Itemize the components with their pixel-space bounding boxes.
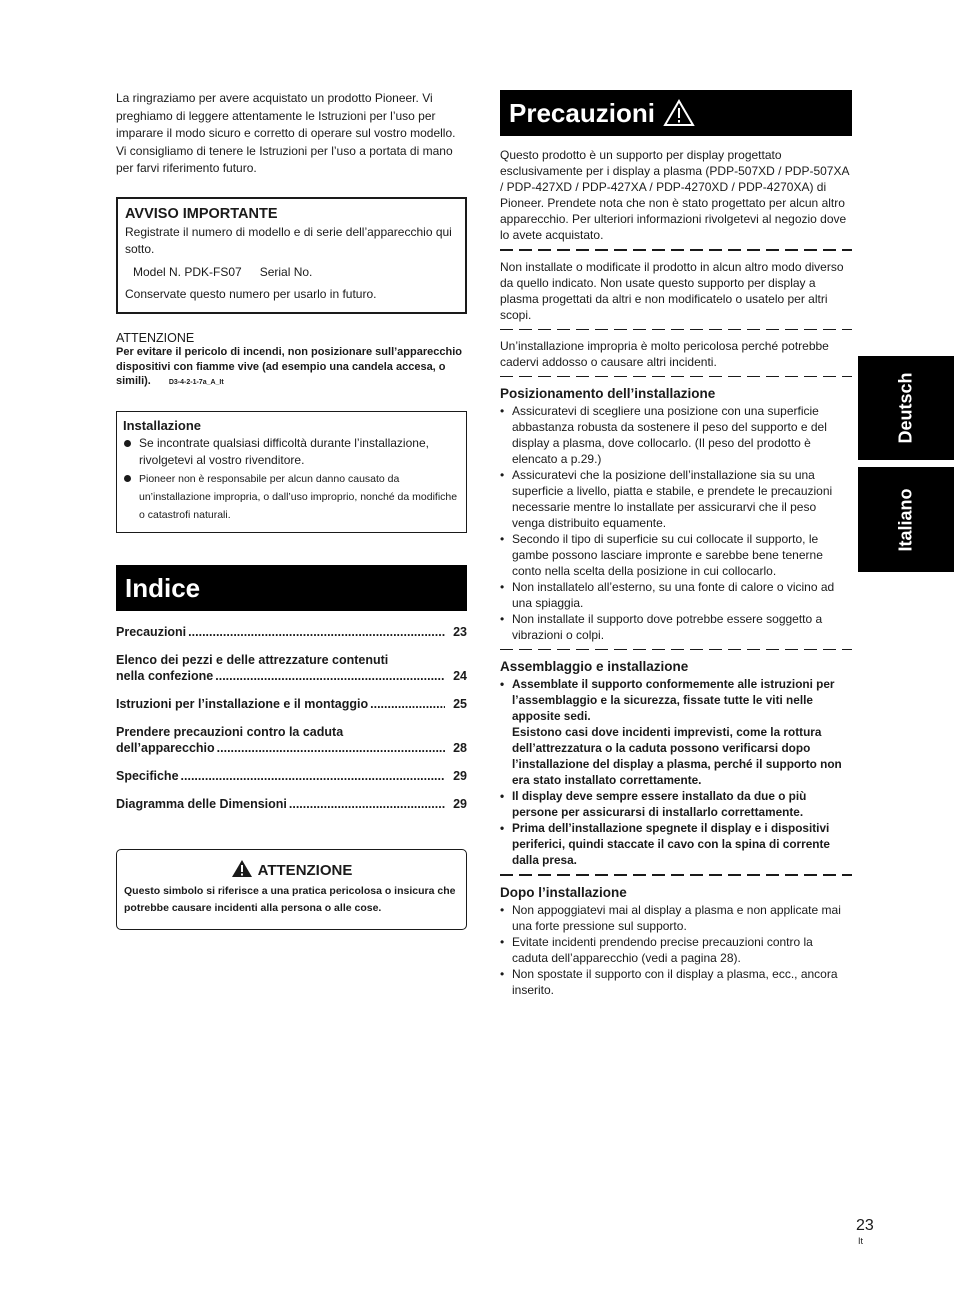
list-item: • Assicuratevi di scegliere una posizione con una superficie abbastanza robusta da sostenere il peso del supporto e del display a plasma, dove collocarlo. (Il peso del prodotto è elencato a p.29.) [500,403,852,467]
list-item: Pioneer non è responsabile per alcun danno causato da un’installazione impropria, o dall’uso improprio, nonché da modifiche o catastrofi naturali. [123,470,460,524]
right-column [500,90,852,998]
dashed-divider [500,249,852,251]
precautions-paragraph: Questo prodotto è un supporto per display progettato esclusivamente per i display a plasma (PDP-507XD / PDP-507XA / PDP-427XD / PDP-427XA / PDP-4270XD / PDP-4270XA) di Pioneer. Prendete nota che non è stato progettato per alcun altro apparecchio. Per ulteriori informazioni rivolgetevi al negozio dove lo avete acquistato. [500,148,849,242]
table-of-contents [116,621,467,815]
assembly-list [500,676,852,868]
precautions-title: Precauzioni [509,98,655,128]
left-column [116,90,467,930]
serial-number: Serial No. [259,264,313,279]
index-heading [116,565,467,611]
list-item: • Secondo il tipo di superficie su cui collocate il supporto, le gambe possono lasciare impronte e sarebbe bene tenerne conto nella scelta della posizione in cui collocarlo. [500,531,852,579]
important-notice-text: Registrate il numero di modello e di serie dell’apparecchio qui sotto. [125,224,452,256]
warning-symbol-body: Questo simbolo si riferisce a una pratica pericolosa o insicura che potrebbe causare incidenti alla persona o alle cose. [124,884,456,914]
dashed-divider [500,649,852,650]
dashed-divider [500,874,852,876]
list-item: • Prima dell’installazione spegnete il display e i dispositivi periferici, quindi staccate il cavo con la spina di corrente dalla presa. [500,820,852,868]
precautions-paragraph: Non installate o modificate il prodotto in alcun altro modo diverso da quello indicato. Non usate questo supporto per display a plasma progettati da altri e non modificatelo o usatelo per altri scopi. [500,260,844,322]
important-notice-title: AVVISO IMPORTANTE [125,205,278,222]
toc-entry[interactable]: dell’apparecchio ..... 28 [116,737,467,759]
tab-deutsch[interactable]: Deutsch [858,356,954,460]
dashed-divider [500,376,852,377]
intro-text: La ringraziamo per avere acquistato un prodotto Pioneer. Vi preghiamo di leggere attentamente le Istruzioni per l’uso per imparare il modo sicuro e corretto di operare sul vostro modello. Vi consigliamo di tenere le Istruzioni per l’uso a portata di mano per farvi riferimento futuro. [116,91,456,175]
page-number: 23 [856,1217,874,1234]
installation-box [116,411,467,533]
placement-list [500,403,852,643]
toc-entry[interactable]: Specifiche ..... 29 [116,765,467,787]
placement-heading: Posizionamento dell’installazione [500,386,716,401]
list-item: • Non spostate il supporto con il display a plasma, ecc., ancora inserito. [500,966,852,998]
list-item: • Non appoggiatevi mai al display a plasma e non applicate mai una forte pressione sul supporto. [500,902,852,934]
list-item: • Non installatelo all’esterno, su una fonte di calore o vicino ad una spiaggia. [500,579,852,611]
list-item: • Non installate il supporto dove potrebbe essere soggetto a vibrazioni o colpi. [500,611,852,643]
list-item: Se incontrate qualsiasi difficoltà durante l’installazione, rivolgetevi al vostro rivenditore. [123,435,460,470]
model-number: Model N. PDK-FS07 [133,264,242,279]
dashed-divider [500,329,852,330]
toc-entry-line1: Elenco dei pezzi e delle attrezzature contenuti [116,652,389,667]
toc-entry[interactable]: Precauzioni ..... 23 [116,621,467,643]
toc-entry[interactable]: Diagramma delle Dimensioni ..... 29 [116,793,467,815]
warning-triangle-icon [663,99,695,127]
warning-symbol-box [116,849,467,930]
page-language-code: It [858,1236,864,1246]
precautions-heading [500,90,852,136]
warning-symbol-title: ATTENZIONE [257,861,353,879]
toc-entry-line1: Prendere precauzioni contro la caduta [116,724,344,739]
after-install-heading: Dopo l’installazione [500,885,627,900]
list-item: • Il display deve sempre essere installato da due o più persone per assicurarsi di installarlo correttamente. [500,788,852,820]
fire-warning-code: D3-4-2-1-7a_A_It [168,379,224,386]
index-title: Indice [125,572,201,603]
fire-warning-label: ATTENZIONE [116,330,195,345]
important-notice-box [116,197,467,314]
list-item: • Assemblate il supporto conformemente alle istruzioni per l’assemblaggio e la sicurezza, fissate tutte le viti nelle apposite sedi. Esistono casi dove incidenti imprevisti, come la rottura dell’attrezzatura o la caduta possono verificarsi dopo l’installazione del display a plasma, perché il supporto non era stato installato correttamente. [500,676,852,788]
precautions-paragraph: Un’installazione impropria è molto pericolosa perché potrebbe cadervi addosso o causare altri incidenti. [500,339,829,369]
model-serial-line [133,264,458,282]
assembly-heading: Assemblaggio e installazione [500,659,689,674]
toc-entry[interactable]: Istruzioni per l’installazione e il montaggio ..... 25 [116,693,467,715]
toc-entry[interactable]: nella confezione ..... 24 [116,665,467,687]
installation-title: Installazione [123,417,202,433]
list-item: • Evitate incidenti prendendo precise precauzioni contro la caduta dell’apparecchio (vedi a pagina 28). [500,934,852,966]
list-item: • Assicuratevi che la posizione dell’installazione sia su una superficie a livello, piatta e stabile, e prendete le precauzioni necessarie mentre lo installate per assicurarvi che il peso venga distribuito equamente. [500,467,852,531]
warning-triangle-icon [231,859,253,878]
important-notice-footer: Conservate questo numero per usarlo in futuro. [125,287,377,301]
warning-symbol-heading [124,859,459,881]
fire-warning-body: Per evitare il pericolo di incendi, non posizionare sull’apparecchio dispositivi con fiamme vive (ad esempio una candela accesa, o simili). [116,346,462,387]
after-install-list [500,902,852,998]
fire-warning [116,331,467,391]
tab-italiano[interactable]: Italiano [858,467,954,572]
